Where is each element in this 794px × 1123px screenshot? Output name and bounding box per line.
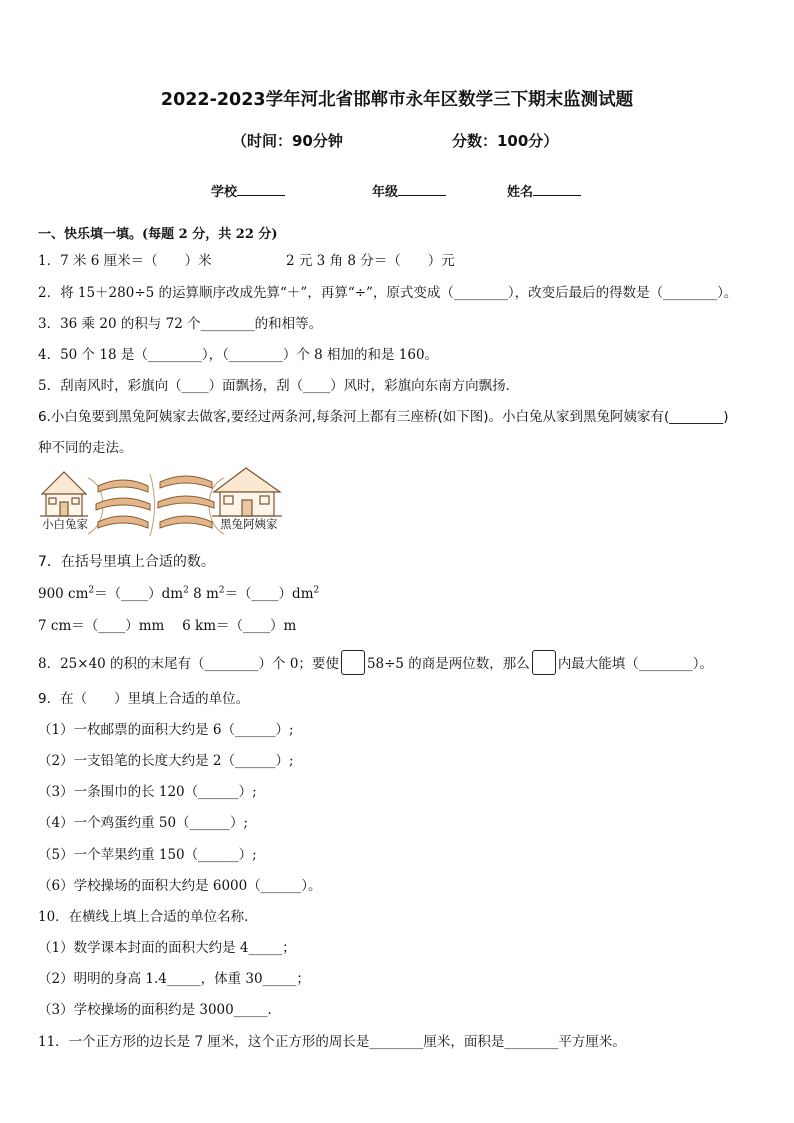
left-house-icon [40, 472, 88, 516]
bridge-picture [38, 464, 284, 544]
question-9-3: （3）一条围巾的长 120（______）; [38, 784, 257, 800]
question-1b: 2 元 3 角 8 分＝（ ）元 [286, 253, 455, 269]
question-6a: 6.小白兔要到黑兔阿姨家去做客,要经过两条河,每条河上都有三座桥(如下图)。小白兔从家到黑兔阿姨家有(________) [38, 409, 729, 425]
superscript-2: 2 [183, 585, 189, 596]
time-label: （时间：90分钟 [232, 132, 343, 150]
question-7-line2: 7 cm＝（____）mm 6 km＝（____）m [38, 618, 297, 634]
name-blank[interactable] [533, 182, 581, 196]
grade-blank[interactable] [398, 182, 446, 196]
question-5: 5．刮南风时，彩旗向（____）面飘扬，刮（____）风时，彩旗向东南方向飘扬． [38, 378, 520, 394]
bridges-river-2 [158, 476, 214, 528]
question-9: 9．在（ ）里填上合适的单位。 [38, 691, 250, 707]
page-title: 2022-2023学年河北省邯郸市永年区数学三下期末监测试题 [160, 90, 634, 110]
question-3: 3．36 乘 20 的积与 72 个________的和相等。 [38, 316, 323, 332]
grade-label: 年级 [372, 185, 399, 200]
right-house-icon [212, 468, 282, 516]
question-9-5: （5）一个苹果约重 150（______）; [38, 847, 257, 863]
q7-term-4: ＝（____）dm [224, 586, 314, 602]
q8-part-3: 内最大能填（________）。 [557, 656, 714, 672]
question-9-1: （1）一枚邮票的面积大约是 6（______）; [38, 722, 294, 738]
question-10-1: （1）数学课本封面的面积大约是 4_____； [38, 940, 296, 956]
superscript-2: 2 [88, 585, 95, 596]
question-8 [38, 650, 713, 675]
question-9-2: （2）一支铅笔的长度大约是 2（______）; [38, 753, 294, 769]
question-4: 4．50 个 18 是（________），（________）个 8 相加的和是 160。 [38, 347, 439, 363]
q7-term-1: 900 cm [38, 586, 89, 602]
superscript-2: 2 [313, 585, 320, 596]
school-label: 学校 [211, 185, 238, 200]
grade-field[interactable] [372, 181, 446, 200]
question-7-line1 [38, 582, 319, 602]
answer-box[interactable] [532, 650, 556, 675]
q7-term-2: ＝（____）dm [94, 586, 184, 602]
answer-box[interactable] [341, 650, 365, 675]
name-label: 姓名 [507, 185, 534, 200]
question-9-4: （4）一个鸡蛋约重 50（______）; [38, 815, 249, 831]
school-field[interactable] [211, 181, 285, 200]
question-7: 7．在括号里填上合适的数。 [38, 554, 215, 570]
figure-label-left: 小白兔家 [42, 517, 88, 531]
bridge-illustration [38, 464, 284, 544]
superscript-2: 2 [218, 585, 225, 596]
question-11: 11．一个正方形的边长是 7 厘米，这个正方形的周长是________厘米，面积是________平方厘米。 [38, 1034, 626, 1050]
question-10-3: （3）学校操场的面积约是 3000_____． [38, 1002, 281, 1018]
section-heading: 一、快乐填一填。(每题 2 分，共 22 分) [38, 227, 278, 242]
school-blank[interactable] [237, 182, 285, 196]
question-10: 10．在横线上填上合适的单位名称． [38, 909, 258, 925]
q8-part-1: 8．25×40 的积的末尾有（________）个 0；要使 [38, 656, 339, 672]
q8-part-2: 58÷5 的商是两位数，那么 [366, 656, 530, 672]
score-label: 分数：100分） [452, 132, 559, 150]
question-2: 2．将 15＋280÷5 的运算顺序改成先算“＋”，再算“÷”，原式变成（________），改变后最后的得数是（________）。 [38, 285, 738, 301]
question-9-6: （6）学校操场的面积大约是 6000（______）。 [38, 878, 322, 894]
question-1a: 1．7 米 6 厘米＝（ ）米 [38, 253, 212, 269]
figure-label-right: 黑兔阿姨家 [220, 517, 278, 531]
name-field[interactable] [507, 181, 581, 200]
question-10-2: （2）明明的身高 1.4_____，体重 30_____； [38, 971, 310, 987]
bridges-river-1 [96, 480, 150, 528]
q7-term-3: 8 m [193, 586, 219, 602]
question-6b: 种不同的走法。 [38, 440, 133, 456]
